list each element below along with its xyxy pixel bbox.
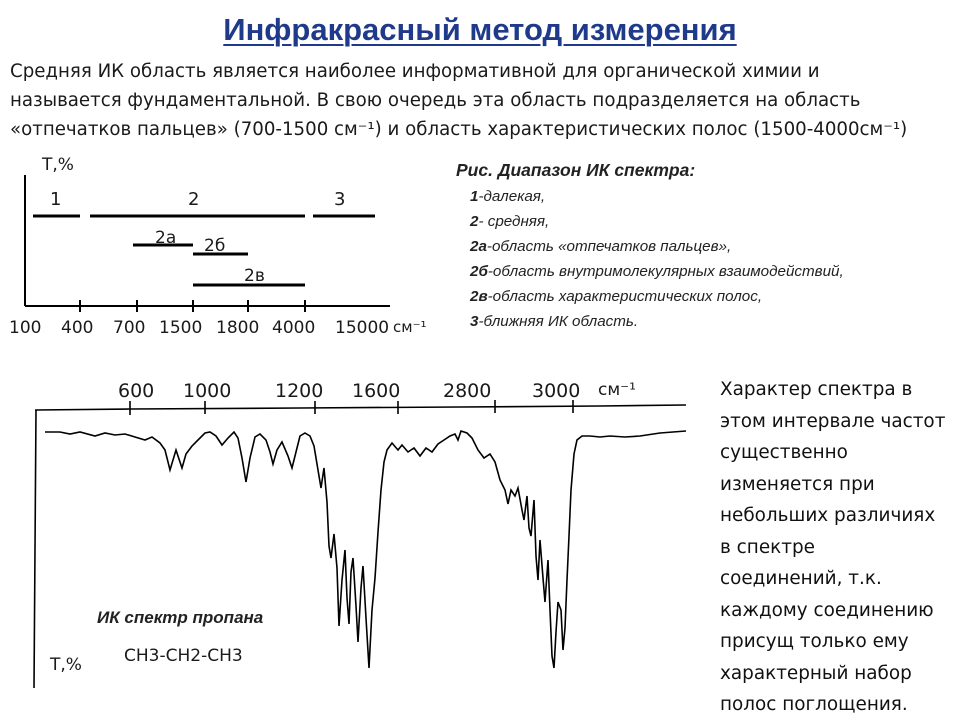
band-label-2: 2 [188,189,200,210]
side-line: каждому соединению [720,599,934,621]
range-tick-label: 1500 [159,318,203,338]
spectrum-tick-label: 600 [118,380,155,402]
side-line: соединений, т.к. [720,568,882,589]
intro-line-2: называется фундаментальной. В свою очередь эта область подразделяется на область [10,90,861,111]
band-label-2v: 2в [244,266,265,286]
caption-item: 1-далекая, [470,188,546,205]
caption-item: 2- средняя, [470,213,550,230]
spectrum-tick-label: 1200 [275,380,324,402]
band-label-1: 1 [50,189,62,210]
range-tick-label: 700 [113,318,146,338]
range-tick-label: 1800 [216,318,260,338]
range-tick-label: 15000 [335,318,390,338]
side-line: полос поглощения. [720,694,908,715]
ir-range-diagram [0,0,440,350]
spectrum-tick-label: 1000 [183,380,232,402]
page-title-text: Инфракрасный метод измерения [223,12,737,47]
range-tick-label: 100 [9,318,42,338]
spectrum-tick-label: 2800 [443,380,492,402]
side-line: Характер спектра в [720,379,913,400]
caption-item: 2б-область внутримолекулярных взаимодействий, [470,263,844,280]
caption-item: 3-ближняя ИК область. [470,313,639,330]
propane-ir-spectrum [0,370,700,710]
range-y-label: T,% [42,155,74,175]
side-line: этом интервале частот [720,410,946,432]
band-label-2b: 2б [204,236,226,256]
spectrum-y-label: T,% [50,655,82,675]
side-line: характерный набор [720,662,912,684]
side-line: небольших различиях [720,505,936,526]
side-line: присущ только ему [720,631,909,652]
figure-caption-title: Рис. Диапазон ИК спектра: [456,160,696,180]
spectrum-tick-label: 3000 [532,380,581,402]
intro-line-1: Средняя ИК область является наиболее информативной для органической химии и [10,61,820,82]
band-label-2a: 2а [155,228,177,248]
intro-line-3: «отпечатков пальцев» (700-1500 см⁻¹) и область характеристических полос (1500-4000см⁻¹) [10,119,908,140]
range-tick-label: 400 [61,318,94,338]
spectrum-title: ИК спектр пропана [97,608,264,627]
spectrum-frame-top [35,405,686,410]
band-label-3: 3 [334,189,346,210]
caption-item: 2а-область «отпечатков пальцев», [470,238,732,255]
spectrum-x-unit: см⁻¹ [598,380,636,400]
side-line: существенно [720,442,848,463]
spectrum-formula: CH3-CH2-CH3 [124,646,243,666]
spectrum-trace [45,431,686,668]
spectrum-tick-label: 1600 [352,380,401,402]
range-x-unit: см⁻¹ [393,318,427,336]
side-line: изменяется при [720,473,875,495]
side-line: в спектре [720,536,815,558]
range-tick-label: 4000 [272,318,316,338]
caption-item: 2в-область характеристических полос, [470,288,763,305]
spectrum-left-edge [34,410,36,688]
